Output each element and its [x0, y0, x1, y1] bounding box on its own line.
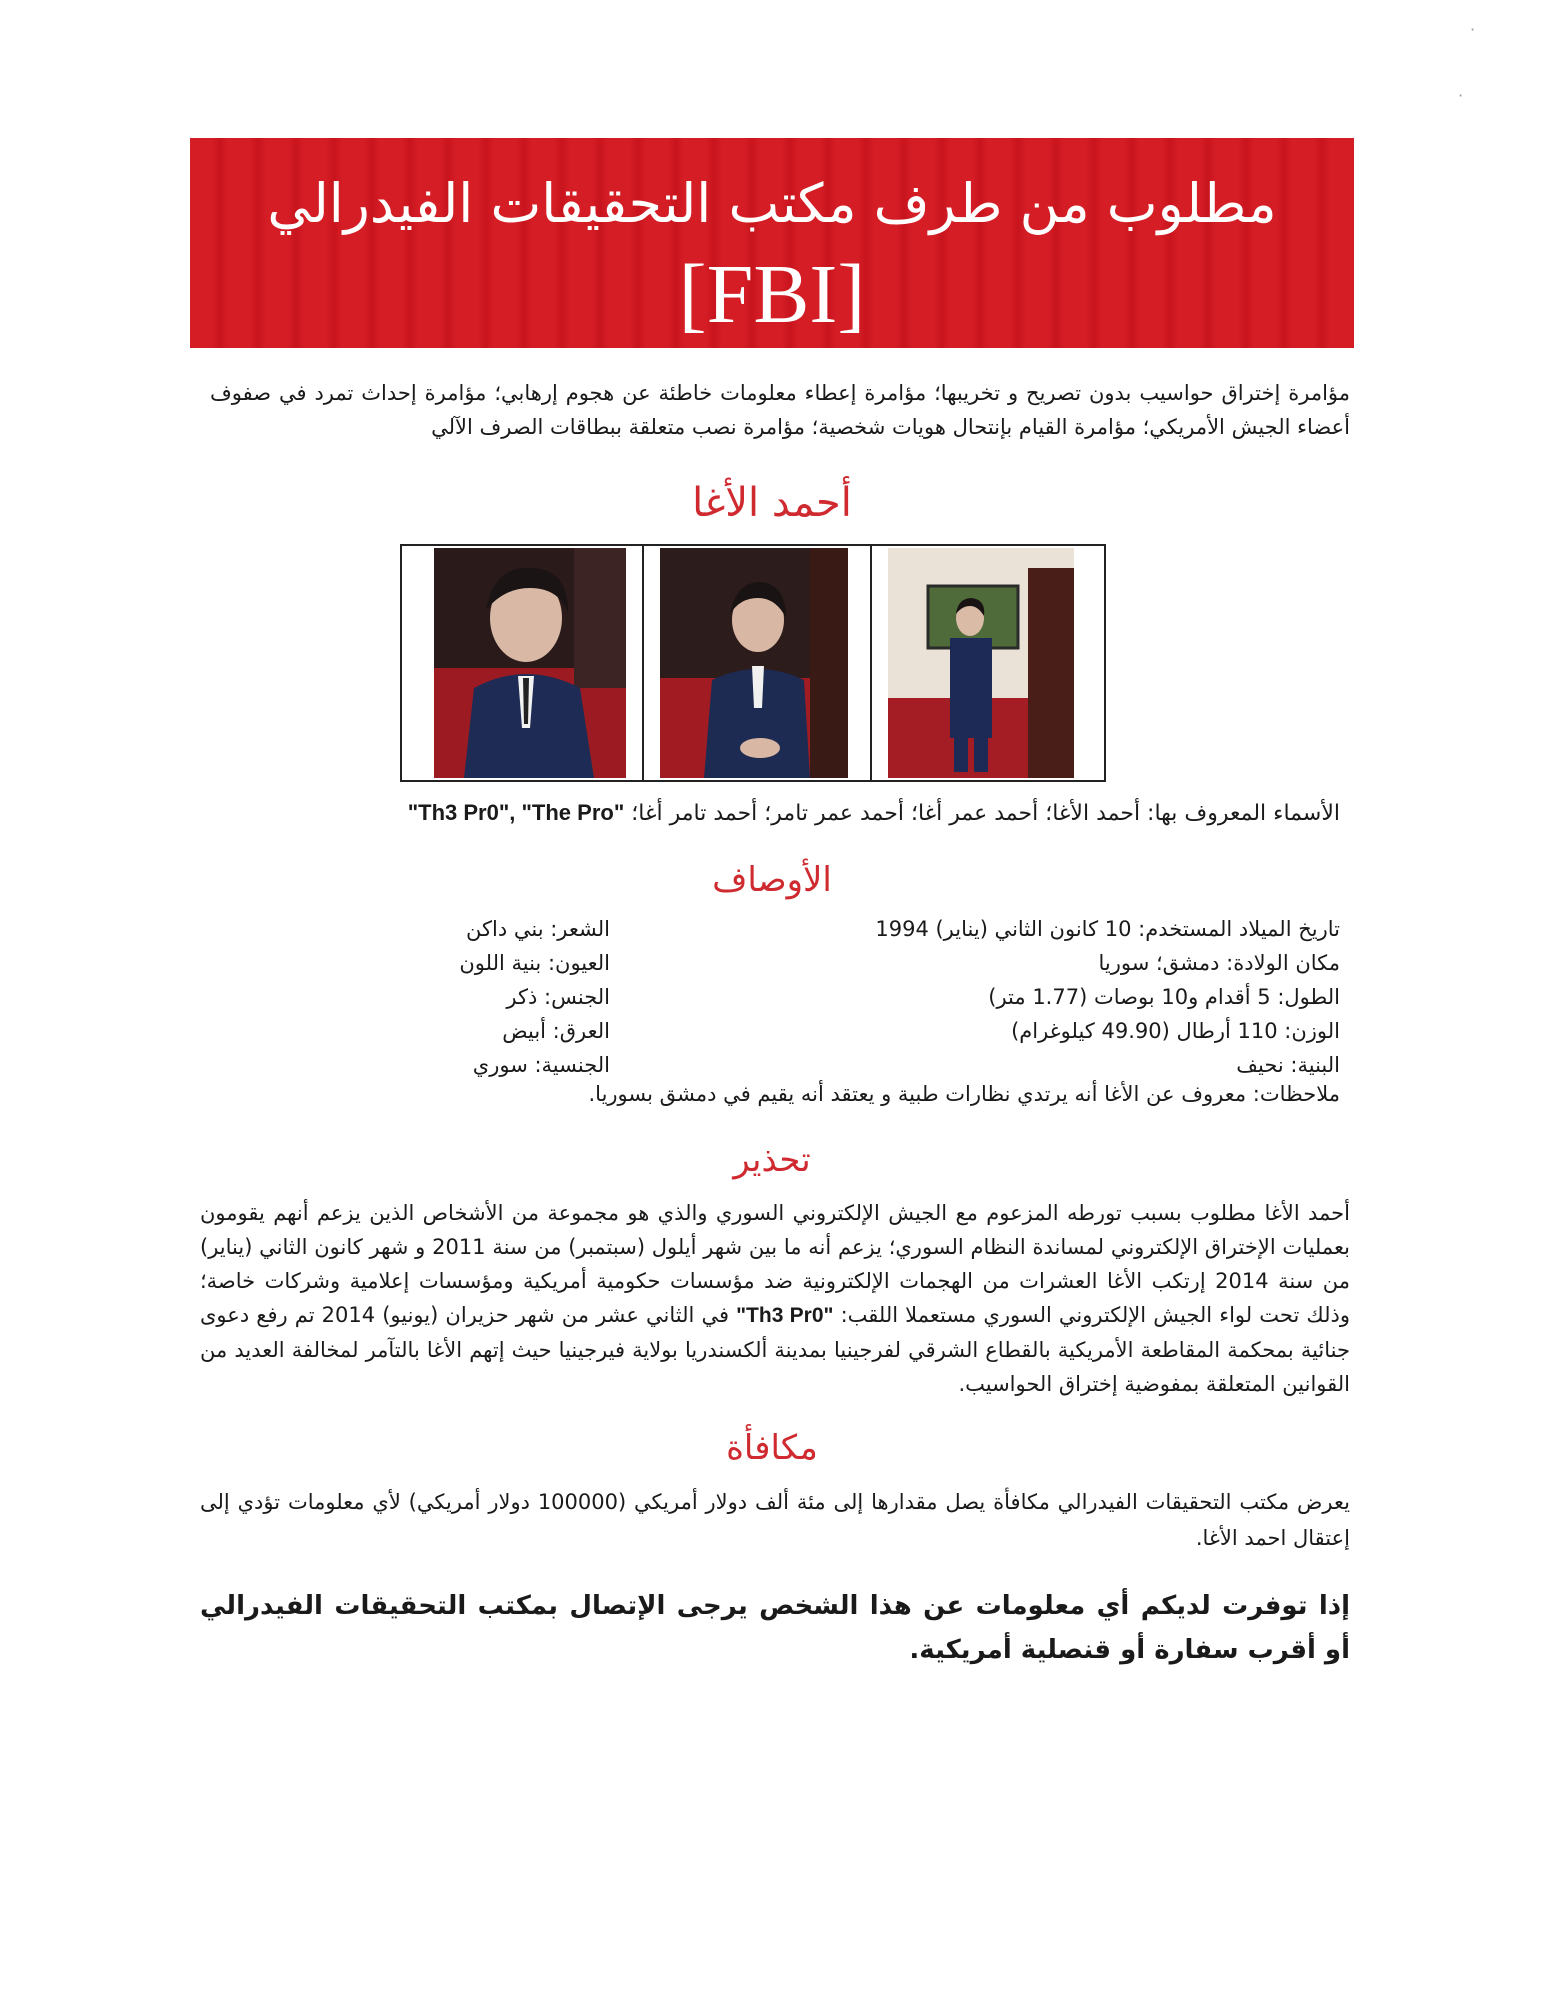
banner-title: مطلوب من طرف مكتب التحقيقات الفيدرالي: [267, 172, 1277, 235]
scan-speck: ·: [1470, 20, 1476, 39]
photo-divider: [870, 546, 872, 780]
contact-text: إذا توفرت لديكم أي معلومات عن هذا الشخص يرجى الإتصال بمكتب التحقيقات الفيدرالي أو أقرب سفارة أو قنصلية أمريكية.: [200, 1591, 1350, 1665]
photo-portrait-3: [888, 548, 1074, 778]
descriptions-heading: الأوصاف: [712, 860, 832, 900]
aliases-line: [300, 800, 1340, 826]
charges-text: مؤامرة إختراق حواسيب بدون تصريح و تخريبها؛ مؤامرة إعطاء معلومات خاطئة عن هجوم إرهابي؛ مؤامرة إحداث تمرد في صفوف أعضاء الجيش الأمريكي؛ مؤامرة القيام بإنتحال هويات شخصية؛ مؤامرة نصب متعلقة ببطاقات الصرف الآلي: [210, 381, 1350, 439]
aliases-text: الأسماء المعروف بها: أحمد الأغا؛ أحمد عمر أغا؛ أحمد عمر تامر؛ أحمد تامر أغا؛: [631, 801, 1340, 826]
photo-strip: [400, 544, 1106, 782]
desc-race: العرق: أبيض: [502, 1019, 610, 1043]
photo-1-image: [434, 548, 626, 778]
warning-paragraph-2: في الثاني عشر من شهر حزيران (يونيو) 2014 تم رفع دعوى جنائية بمحكمة المقاطعة الأمريكية بالقطاع الشرقي لفرجينيا بمدينة ألكسندريا بولاية فيرجينيا حيث إتهم الأغا بالتآمر لمخالفة العديد من القوانين المتعلقة بمفوضية إختراق الحواسيب.: [200, 1303, 1350, 1396]
desc-eyes: العيون: بنية اللون: [459, 951, 610, 975]
descriptions-left-column: [390, 912, 610, 1082]
person-name: أحمد الأغا: [692, 480, 852, 526]
desc-height: الطول: 5 أقدام و10 بوصات (1.77 متر): [988, 985, 1340, 1009]
desc-dob: تاريخ الميلاد المستخدم: 10 كانون الثاني (يناير) 1994: [875, 917, 1340, 941]
desc-build: البنية: نحيف: [1236, 1053, 1340, 1077]
reward-text: يعرض مكتب التحقيقات الفيدرالي مكافأة يصل مقدارها إلى مئة ألف دولار أمريكي (100000 دولار أمريكي) لأي معلومات تؤدي إلى إعتقال احمد الأغا.: [200, 1490, 1350, 1550]
warning-heading: تحذير: [733, 1140, 811, 1180]
aliases-latin: "Th3 Pr0", "The Pro": [407, 800, 625, 825]
desc-hair: الشعر: بني داكن: [466, 917, 610, 941]
photo-2-image: [660, 548, 848, 778]
photo-portrait-2: [660, 548, 848, 778]
desc-sex: الجنس: ذكر: [506, 985, 610, 1009]
warning-paragraph-1: أحمد الأغا مطلوب بسبب تورطه المزعوم مع الجيش الإلكتروني السوري والذي هو مجموعة من الأشخاص الذين يزعم أنهم يقومون بعمليات الإختراق الإلكتروني لمساندة النظام السوري؛ يزعم أنه ما بين شهر أيلول (سبتمبر) من سنة 2011 و شهر كانون الثاني (يناير) من سنة 2014 إرتكب الأغا العشرات من الهجمات الإلكترونية ضد مؤسسات حكومية أمريكية ومؤسسات إعلامية وشركات خاصة؛ وذلك تحت لواء الجيش الإلكتروني السوري مستعملا اللقب:: [200, 1201, 1350, 1327]
remarks-line: ملاحظات: معروف عن الأغا أنه يرتدي نظارات طبية و يعتقد أنه يقيم في دمشق بسوريا.: [588, 1082, 1340, 1106]
scan-speck: ·: [1458, 86, 1464, 105]
warning-alias: "Th3 Pr0": [736, 1304, 834, 1327]
photo-portrait-1: [434, 548, 626, 778]
reward-heading: مكافأة: [726, 1428, 818, 1468]
descriptions-right-column: [780, 912, 1340, 1082]
photo-3-image: [888, 548, 1074, 778]
desc-weight: الوزن: 110 أرطال (49.90 كيلوغرام): [1011, 1019, 1340, 1043]
desc-nationality: الجنسية: سوري: [472, 1053, 610, 1077]
banner-agency: [FBI]: [678, 248, 866, 341]
photo-divider: [642, 546, 644, 780]
warning-text: [200, 1196, 1350, 1401]
desc-birthplace: مكان الولادة: دمشق؛ سوريا: [1098, 951, 1340, 975]
header-banner: [190, 138, 1354, 348]
